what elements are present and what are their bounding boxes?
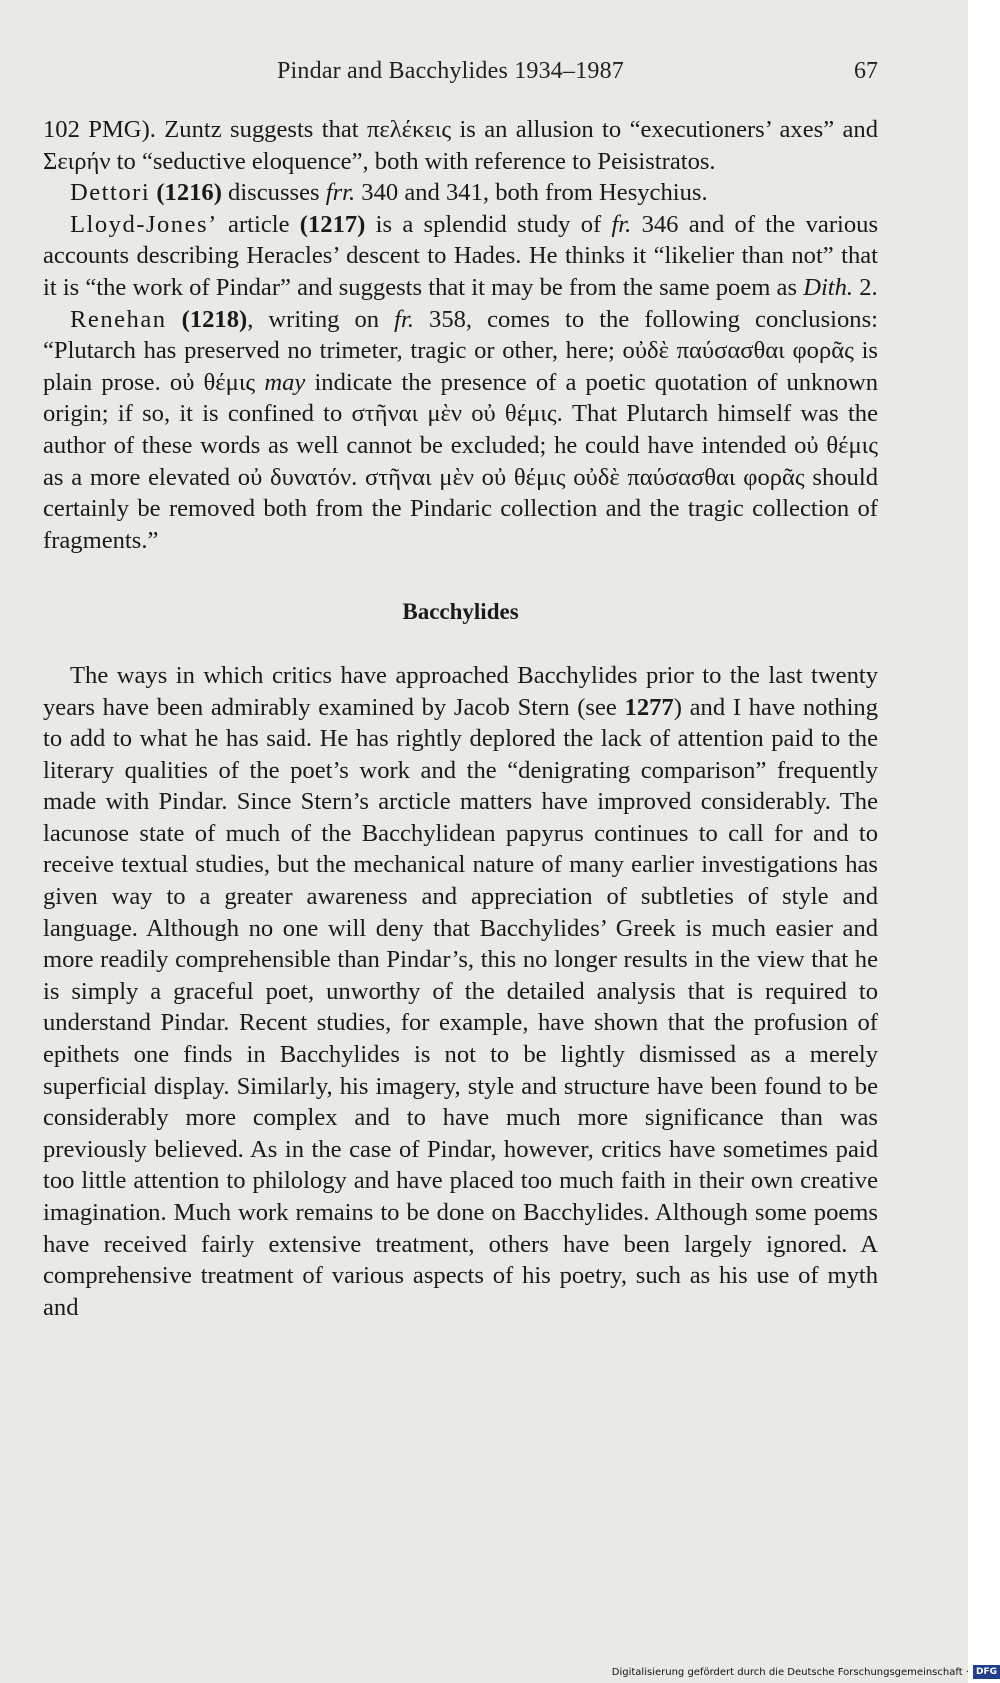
text-run: The ways in which critics have approached Bacchylides prior to the last twenty years have been admirably examined by Jacob Stern (see	[43, 661, 878, 721]
text-run: article	[217, 210, 300, 238]
paragraph-bacchylides	[43, 660, 878, 1323]
text-run: 1277	[624, 693, 674, 721]
paragraph-dettori	[43, 177, 878, 209]
paragraph-renehan	[43, 304, 878, 557]
text-run: 358, comes to the following conclusions: “Plutarch has preserved no trimeter, tragic or other, here; οὐδὲ παύσασθαι φορᾶς is plain prose. οὐ θέμις	[43, 305, 878, 396]
paragraph-lloyd-jones	[43, 209, 878, 304]
text-run: , writing on	[247, 305, 395, 333]
text-run: is a splendid study of	[365, 210, 612, 238]
body-text	[43, 114, 878, 1323]
text-run: fr.	[611, 210, 632, 238]
text-run: frr.	[325, 179, 356, 207]
text-run: 2.	[853, 273, 878, 301]
text-run: discusses	[221, 179, 326, 207]
text-run: 102 PMG). Zuntz suggests that πελέκεις is an allusion to “executioners’ axes” and Σειρήν to “seductive eloquence”, both with reference to Peisistratos.	[43, 116, 878, 175]
page-number: 67	[854, 58, 878, 84]
text-run: Dith.	[803, 273, 854, 301]
text-run: indicate the presence of a poetic quotation of unknown origin; if so, it is confined to στῆναι μὲν οὐ θέμις. That Plutarch himself was the author of these words as well cannot be excluded; he could have intended οὐ θέμις as a more elevated οὐ δυνατόν. στῆναι μὲν οὐ θέμις οὐδὲ παύσασθαι φορᾶς should certainly be removed both from the Pindaric collection and the tragic collection of fragments.”	[43, 368, 878, 554]
paragraph-zuntz	[43, 114, 878, 177]
section-heading: Bacchylides	[402, 599, 519, 625]
text-run: 340 and 341, both from Hesychius.	[355, 179, 708, 207]
running-title: Pindar and Bacchylides 1934–1987	[277, 58, 625, 84]
text-run: Renehan	[70, 305, 167, 333]
text-run: (1217)	[299, 210, 366, 238]
text-run: fr.	[394, 305, 414, 333]
text-run: ) and I have nothing to add to what he has said. He has rightly deplored the lack of attention paid to the literary qualities of the poet’s work and the “denigrating comparison” frequently made with Pindar. Since Stern’s arcticle matters have improved considerably. The lacunose state of much of the Bacchylidean papyrus continues to call for and to receive textual studies, but the mechanical nature of many earlier investigations has given way to a greater awareness and appreciation of subtleties of style and language. Although no one will deny that Bacchylides’ Greek is much easier and more readily comprehensible than Pindar’s, this no longer results in the view that he is simply a graceful poet, unworthy of the detailed analysis that is required to understand Pindar. Recent studies, for example, have shown that the profusion of epithets one finds in Bacchylides is not to be lightly dismissed as a merely superficial display. Similarly, his imagery, style and structure have been found to be considerably more complex and to have much more significance than was previously believed. As in the case of Pindar, however, critics have sometimes paid too little attention to philology and have placed too much faith in their own creative imagination. Much work remains to be done on Bacchylides. Although some poems have received fairly extensive treatment, others have been largely ignored. A comprehensive treatment of various aspects of his poetry, such as his use of myth and	[43, 693, 878, 1321]
text-run: Lloyd-Jones’	[70, 210, 218, 238]
text-run: 346 and of the various accounts describing Heracles’ descent to Hades. He thinks it “likelier than not” that it is “the work of Pindar” and suggests that it may be from the same poem as	[43, 210, 879, 301]
digitization-footer	[566, 1662, 1000, 1682]
running-header	[43, 58, 878, 92]
text-run: may	[264, 368, 306, 396]
text-run: (1216)	[156, 179, 222, 207]
text-run: (1218)	[181, 305, 248, 333]
footer-credit: Digitalisierung gefördert durch die Deutsche Forschungsgemeinschaft ·	[611, 1666, 969, 1678]
text-run: Dettori	[70, 179, 151, 207]
text-run	[167, 306, 182, 333]
dfg-logo: DFG	[973, 1665, 1000, 1679]
